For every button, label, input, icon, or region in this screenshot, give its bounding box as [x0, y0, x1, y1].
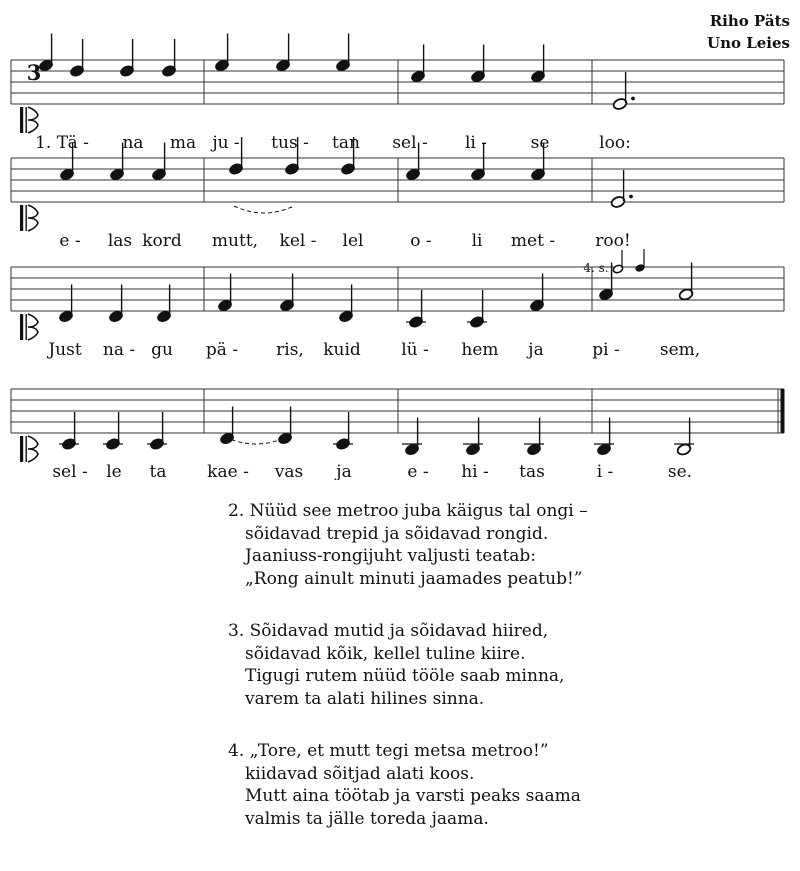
lyric-syllable: hem	[461, 340, 499, 360]
lyric-syllable: sel -	[392, 133, 428, 153]
lyric-syllable: pi -	[592, 340, 620, 360]
lyric-syllable: sel -	[52, 462, 88, 480]
lyric-syllable: o -	[410, 231, 432, 251]
lyric-syllable: vas	[274, 462, 304, 480]
lyric-syllable: lü -	[401, 340, 429, 360]
verses	[228, 500, 588, 860]
verse-line: kiidavad sõitjad alati koos.	[245, 763, 475, 784]
lyric-syllable: ja	[528, 340, 544, 360]
clef-bar-thick	[20, 107, 23, 133]
lyric-syllable: sem,	[659, 340, 701, 360]
lyric-syllable: ta	[149, 462, 167, 480]
clef-bar-thin	[26, 205, 27, 231]
lyric-syllable: kel -	[279, 231, 317, 251]
dashed-tie	[234, 206, 294, 213]
lyric-syllable: na -	[102, 340, 136, 360]
lyric-syllable: Just	[48, 340, 82, 360]
clef-bar-thick	[20, 205, 23, 231]
lyric-syllable: roo!	[595, 231, 631, 251]
verse-line: Jaaniuss-rongijuht valjusti teatab:	[245, 546, 537, 566]
lyric-syllable: kuid	[323, 340, 361, 360]
lyric-syllable: ju -	[212, 133, 240, 153]
lyric-syllable: i -	[596, 462, 614, 480]
lyric-syllable: pä -	[205, 340, 239, 360]
lyric-syllable: tas	[519, 462, 545, 480]
lyric-syllable: li	[471, 231, 483, 251]
variant-label: 4. s.	[583, 261, 609, 275]
verse-line: Mutt aina töötab ja varsti peaks saama	[245, 786, 581, 806]
verse-line: 2. Nüüd see metroo juba käigus tal ongi –	[228, 501, 588, 521]
lyric-syllable: ma	[169, 133, 197, 153]
verse-line: 4. „Tore, et mutt tegi metsa metroo!”	[228, 741, 549, 761]
augmentation-dot	[631, 97, 635, 101]
verse-line: „Rong ainult minuti jaamades peatub!”	[245, 568, 583, 589]
lyric-syllable: le	[106, 462, 122, 480]
clef-bar-thin	[26, 107, 27, 133]
composer-name: Riho Päts	[709, 12, 790, 30]
lyric-syllable: mutt,	[211, 231, 259, 251]
verse-line: Tigugi rutem nüüd tööle saab minna,	[245, 666, 565, 686]
lyric-syllable: hi -	[461, 462, 489, 480]
augmentation-dot	[629, 195, 633, 199]
lyric-syllable: se.	[667, 462, 693, 480]
clef-bar-thick	[20, 314, 23, 340]
final-barline-thick	[781, 389, 785, 433]
lyric-syllable: met -	[510, 231, 556, 251]
clef-bar-thin	[26, 436, 27, 462]
clef-bar-thin	[26, 314, 27, 340]
lyric-syllable: las	[107, 231, 133, 251]
verse-line: varem ta alati hilines sinna.	[245, 688, 485, 709]
lyric-syllable: lel	[342, 231, 364, 251]
verse-4	[228, 740, 588, 830]
clef-curl	[28, 107, 38, 133]
lyric-syllable: se	[530, 133, 550, 153]
clef-curl	[28, 314, 38, 340]
dashed-tie	[225, 437, 287, 444]
lyric-syllable: gu	[151, 340, 173, 360]
lyric-syllable: kord	[142, 231, 182, 251]
lyric-syllable: tus -	[271, 133, 309, 153]
verse-line: valmis ta jälle toreda jaama.	[245, 808, 489, 829]
lyric-syllable: ris,	[276, 340, 304, 360]
verse-line: 3. Sõidavad mutid ja sõidavad hiired,	[228, 621, 549, 641]
lyric-syllable: tan	[332, 133, 360, 153]
lyric-syllable: e -	[59, 231, 81, 251]
clef-curl	[28, 205, 38, 231]
lyric-syllable: ja	[336, 462, 352, 480]
lyric-syllable: na	[122, 133, 144, 153]
lyric-syllable: li -	[464, 133, 488, 153]
lyric-syllable: kae -	[207, 462, 249, 480]
clef-curl	[28, 436, 38, 462]
lyricist-name: Uno Leies	[707, 34, 790, 52]
verse-2	[228, 500, 588, 590]
verse-line: sõidavad kõik, kellel tuline kiire.	[245, 643, 526, 664]
lyric-syllable: loo:	[599, 133, 631, 153]
verse-3	[228, 620, 588, 710]
clef-bar-thick	[20, 436, 23, 462]
lyric-syllable: e -	[407, 462, 429, 480]
lyric-syllable: 1. Tä -	[35, 133, 89, 153]
time-signature: 3	[26, 60, 42, 85]
verse-line: sõidavad trepid ja sõidavad rongid.	[245, 523, 549, 544]
